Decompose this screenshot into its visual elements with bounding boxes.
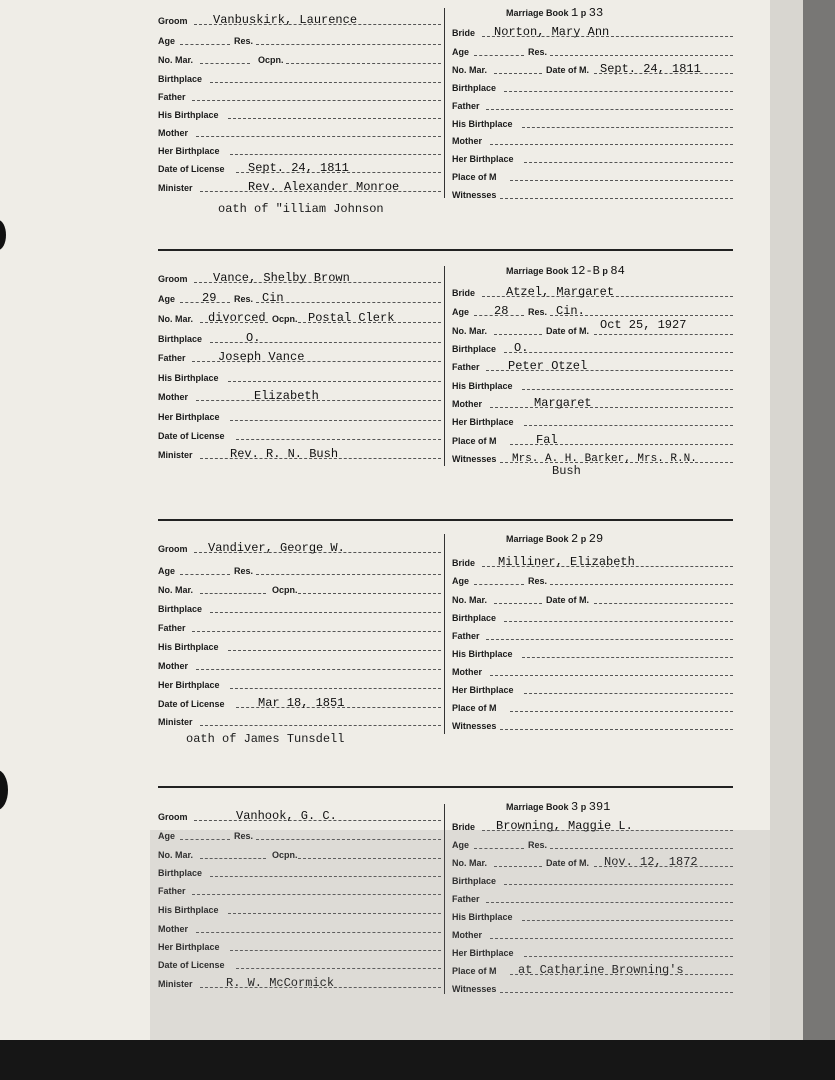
bride-name: Milliner, Elizabeth bbox=[498, 555, 635, 569]
birthplace-row bbox=[158, 328, 441, 346]
his-birthplace-label: His Birthplace bbox=[452, 119, 513, 129]
birthplace-value: O. bbox=[246, 331, 261, 345]
her-birthplace-label: Her Birthplace bbox=[452, 154, 514, 164]
age-row bbox=[158, 288, 441, 306]
date-of-license-value: Sept. 24, 1811 bbox=[248, 161, 349, 175]
his-birthplace-label: His Birthplace bbox=[158, 642, 219, 652]
mother-row bbox=[158, 655, 441, 673]
column-divider bbox=[444, 266, 445, 466]
witnesses-value: Mrs. A. H. Barker, Mrs. R.N. bbox=[512, 453, 697, 465]
mother-row bbox=[158, 386, 441, 404]
marriage-book-label: Marriage Book bbox=[506, 266, 569, 276]
bride-label: Bride bbox=[452, 28, 476, 38]
res-value: Cin bbox=[262, 291, 284, 305]
column-divider bbox=[444, 534, 445, 734]
date-of-license-value: Mar 18, 1851 bbox=[258, 696, 345, 710]
date-of-license-label: Date of License bbox=[158, 960, 225, 970]
witnesses-continuation: Bush bbox=[552, 464, 581, 478]
witnesses-label: Witnesses bbox=[452, 721, 497, 731]
bride-father-row bbox=[452, 625, 733, 643]
minister-value: Rev. Alexander Monroe bbox=[248, 180, 400, 194]
marriage-book-page: 391 bbox=[588, 800, 611, 814]
her-birthplace-label: Her Birthplace bbox=[158, 412, 220, 422]
bride-birthplace-value: O. bbox=[514, 341, 529, 355]
ocpn-label: Ocpn. bbox=[272, 585, 298, 595]
her-birthplace-row bbox=[158, 406, 441, 424]
minister-label: Minister bbox=[158, 979, 193, 989]
father-row bbox=[158, 347, 441, 365]
bride-father-value: Peter Otzel bbox=[508, 359, 588, 373]
witnesses-label: Witnesses bbox=[452, 190, 497, 200]
marriage-book-number: 1 bbox=[571, 6, 579, 20]
her-birthplace-label: Her Birthplace bbox=[452, 948, 514, 958]
her-birthplace-label: Her Birthplace bbox=[158, 942, 220, 952]
page-label: p bbox=[580, 8, 587, 18]
place-of-m-label: Place of M bbox=[452, 966, 497, 976]
witnesses-row bbox=[452, 184, 733, 202]
age-row bbox=[158, 560, 441, 578]
his-birthplace-row bbox=[158, 104, 441, 122]
birthplace-row bbox=[158, 68, 441, 86]
card-note: oath of "illiam Johnson bbox=[218, 202, 384, 216]
groom-name: Vance, Shelby Brown bbox=[213, 271, 350, 285]
no-mar-row bbox=[158, 579, 441, 597]
mother-label: Mother bbox=[158, 128, 188, 138]
res-label: Res. bbox=[528, 576, 548, 586]
minister-value: R. W. McCormick bbox=[226, 976, 335, 990]
bride-her-birthplace-row bbox=[452, 148, 733, 166]
bride-age-value: 28 bbox=[494, 304, 509, 318]
bride-age-row bbox=[452, 301, 733, 319]
place-of-m-label: Place of M bbox=[452, 436, 497, 446]
age-label: Age bbox=[452, 576, 470, 586]
bride-birthplace-row bbox=[452, 338, 733, 356]
mother-value: Elizabeth bbox=[254, 389, 319, 403]
her-birthplace-label: Her Birthplace bbox=[452, 685, 514, 695]
bride-no-mar-row bbox=[452, 589, 733, 607]
age-label: Age bbox=[158, 36, 176, 46]
mother-label: Mother bbox=[452, 930, 482, 940]
place-of-m-row bbox=[452, 697, 733, 715]
page-label: p bbox=[602, 266, 608, 276]
marriage-book-ref bbox=[506, 264, 625, 278]
her-birthplace-label: Her Birthplace bbox=[158, 680, 220, 690]
age-label: Age bbox=[158, 294, 176, 304]
ocpn-label: Ocpn. bbox=[272, 850, 298, 860]
mother-label: Mother bbox=[452, 136, 482, 146]
groom-name: Vandiver, George W. bbox=[208, 541, 345, 555]
marriage-book-label: Marriage Book bbox=[506, 802, 569, 812]
mother-row bbox=[158, 122, 441, 140]
date-of-license-row bbox=[158, 425, 441, 443]
marriage-book-number: 3 bbox=[571, 800, 579, 814]
date-of-marriage-value: Sept. 24, 1811 bbox=[600, 62, 701, 76]
mother-label: Mother bbox=[158, 392, 188, 402]
groom-label: Groom bbox=[158, 812, 188, 822]
father-label: Father bbox=[452, 631, 480, 641]
her-birthplace-label: Her Birthplace bbox=[452, 417, 514, 427]
father-value: Joseph Vance bbox=[218, 350, 305, 364]
res-label: Res. bbox=[528, 47, 548, 57]
no-mar-label: No. Mar. bbox=[158, 850, 194, 860]
marriage-book-number: 2 bbox=[571, 532, 579, 546]
res-label: Res. bbox=[528, 840, 548, 850]
scan-edge-shadow bbox=[803, 0, 835, 1040]
groom-name: Vanhook, G. C. bbox=[236, 809, 337, 823]
card-separator bbox=[158, 519, 733, 521]
groom-name: Vanbuskirk, Laurence bbox=[213, 13, 358, 27]
bride-label: Bride bbox=[452, 288, 476, 298]
witnesses-row bbox=[452, 715, 733, 733]
bride-birthplace-row bbox=[452, 77, 733, 95]
scan-bottom-border bbox=[0, 1040, 835, 1080]
no-mar-row bbox=[158, 49, 441, 67]
bride-mother-row bbox=[452, 661, 733, 679]
groom-label: Groom bbox=[158, 274, 188, 284]
his-birthplace-label: His Birthplace bbox=[158, 110, 219, 120]
date-of-m-label: Date of M. bbox=[546, 595, 590, 605]
no-mar-label: No. Mar. bbox=[158, 55, 194, 65]
witnesses-label: Witnesses bbox=[452, 984, 497, 994]
marriage-book-ref bbox=[506, 532, 603, 546]
no-mar-label: No. Mar. bbox=[452, 65, 488, 75]
no-mar-label: No. Mar. bbox=[452, 595, 488, 605]
birthplace-label: Birthplace bbox=[452, 83, 497, 93]
marriage-book-page: 29 bbox=[588, 532, 604, 546]
bride-her-birthplace-row bbox=[452, 411, 733, 429]
column-divider bbox=[444, 8, 445, 198]
bride-father-row bbox=[452, 95, 733, 113]
page-label: p bbox=[580, 534, 587, 544]
no-mar-row bbox=[158, 308, 441, 326]
his-birthplace-row bbox=[158, 367, 441, 385]
father-label: Father bbox=[158, 886, 186, 896]
groom-row bbox=[158, 806, 441, 824]
res-label: Res. bbox=[528, 307, 548, 317]
res-label: Res. bbox=[234, 566, 254, 576]
mother-label: Mother bbox=[452, 399, 482, 409]
bride-no-mar-row bbox=[452, 320, 733, 338]
his-birthplace-label: His Birthplace bbox=[158, 905, 219, 915]
birthplace-row bbox=[158, 598, 441, 616]
bride-his-birthplace-row bbox=[452, 113, 733, 131]
punch-hole bbox=[0, 220, 6, 250]
mother-label: Mother bbox=[158, 924, 188, 934]
no-mar-label: No. Mar. bbox=[452, 326, 488, 336]
witnesses-row bbox=[452, 448, 733, 466]
birthplace-label: Birthplace bbox=[452, 344, 497, 354]
marriage-record-card bbox=[158, 528, 733, 778]
no-mar-label: No. Mar. bbox=[452, 858, 488, 868]
age-row bbox=[158, 30, 441, 48]
scan-noise bbox=[150, 830, 770, 1040]
birthplace-label: Birthplace bbox=[158, 868, 203, 878]
ocpn-value: Postal Clerk bbox=[308, 311, 395, 325]
father-row bbox=[158, 86, 441, 104]
card-separator bbox=[158, 786, 733, 788]
marriage-record-card bbox=[158, 258, 733, 513]
her-birthplace-label: Her Birthplace bbox=[158, 146, 220, 156]
res-label: Res. bbox=[234, 36, 254, 46]
marriage-book-page: 84 bbox=[610, 264, 625, 278]
date-of-m-label: Date of M. bbox=[546, 326, 590, 336]
place-of-m-label: Place of M bbox=[452, 172, 497, 182]
bride-birthplace-row bbox=[452, 607, 733, 625]
marriage-book-ref bbox=[506, 800, 610, 814]
bride-her-birthplace-row bbox=[452, 679, 733, 697]
groom-row bbox=[158, 538, 441, 556]
minister-value: Rev. R. N. Bush bbox=[230, 447, 339, 461]
marriage-record-card bbox=[158, 4, 733, 244]
marriage-book-page: 33 bbox=[588, 6, 604, 20]
place-of-m-row bbox=[452, 166, 733, 184]
marriage-book-label: Marriage Book bbox=[506, 534, 569, 544]
marriage-book-number: 12-B bbox=[571, 264, 600, 278]
date-of-marriage-value: Oct 25, 1927 bbox=[600, 318, 687, 332]
father-label: Father bbox=[452, 894, 480, 904]
bride-name: Norton, Mary Ann bbox=[494, 25, 610, 39]
no-mar-label: No. Mar. bbox=[158, 314, 194, 324]
date-of-license-label: Date of License bbox=[158, 431, 225, 441]
his-birthplace-row bbox=[158, 636, 441, 654]
witnesses-label: Witnesses bbox=[452, 454, 497, 464]
mother-label: Mother bbox=[158, 661, 188, 671]
no-mar-label: No. Mar. bbox=[158, 585, 194, 595]
bride-father-row bbox=[452, 356, 733, 374]
bride-mother-row bbox=[452, 130, 733, 148]
bride-label: Bride bbox=[452, 558, 476, 568]
res-label: Res. bbox=[234, 294, 254, 304]
father-label: Father bbox=[452, 362, 480, 372]
bride-label: Bride bbox=[452, 822, 476, 832]
date-of-license-label: Date of License bbox=[158, 164, 225, 174]
birthplace-label: Birthplace bbox=[158, 74, 203, 84]
minister-label: Minister bbox=[158, 183, 193, 193]
card-note: oath of James Tunsdell bbox=[186, 732, 345, 746]
bride-no-mar-row bbox=[452, 59, 733, 77]
card-separator bbox=[158, 249, 733, 251]
her-birthplace-row bbox=[158, 140, 441, 158]
bride-his-birthplace-row bbox=[452, 643, 733, 661]
minister-row bbox=[158, 177, 441, 195]
date-of-m-label: Date of M. bbox=[546, 65, 590, 75]
res-label: Res. bbox=[234, 831, 254, 841]
his-birthplace-label: His Birthplace bbox=[452, 912, 513, 922]
his-birthplace-label: His Birthplace bbox=[452, 649, 513, 659]
father-label: Father bbox=[158, 92, 186, 102]
place-of-m-value: Fal bbox=[536, 433, 558, 447]
groom-label: Groom bbox=[158, 16, 188, 26]
bride-row bbox=[452, 552, 733, 570]
her-birthplace-row bbox=[158, 674, 441, 692]
place-of-m-value: at Catharine Browning's bbox=[518, 963, 684, 977]
minister-row bbox=[158, 444, 441, 462]
marriage-book-ref bbox=[506, 6, 603, 20]
bride-name: Browning, Maggie L. bbox=[496, 819, 633, 833]
place-of-m-row bbox=[452, 430, 733, 448]
ocpn-label: Ocpn. bbox=[258, 55, 284, 65]
groom-row bbox=[158, 268, 441, 286]
birthplace-label: Birthplace bbox=[158, 334, 203, 344]
mother-label: Mother bbox=[452, 667, 482, 677]
place-of-m-label: Place of M bbox=[452, 703, 497, 713]
birthplace-label: Birthplace bbox=[452, 613, 497, 623]
his-birthplace-label: His Birthplace bbox=[158, 373, 219, 383]
bride-res-value: Cin. bbox=[556, 304, 585, 318]
bride-age-row bbox=[452, 570, 733, 588]
page-label: p bbox=[580, 802, 587, 812]
father-row bbox=[158, 617, 441, 635]
age-label: Age bbox=[452, 307, 470, 317]
bride-age-row bbox=[452, 41, 733, 59]
groom-row bbox=[158, 10, 441, 28]
birthplace-label: Birthplace bbox=[158, 604, 203, 614]
date-of-license-row bbox=[158, 158, 441, 176]
date-of-marriage-value: Nov. 12, 1872 bbox=[604, 855, 698, 869]
age-label: Age bbox=[158, 566, 176, 576]
father-label: Father bbox=[158, 623, 186, 633]
groom-label: Groom bbox=[158, 544, 188, 554]
bride-row bbox=[452, 22, 733, 40]
father-label: Father bbox=[452, 101, 480, 111]
father-label: Father bbox=[158, 353, 186, 363]
date-of-license-label: Date of License bbox=[158, 699, 225, 709]
birthplace-label: Birthplace bbox=[452, 876, 497, 886]
marriage-book-label: Marriage Book bbox=[506, 8, 569, 18]
bride-mother-row bbox=[452, 393, 733, 411]
age-label: Age bbox=[452, 47, 470, 57]
bride-name: Atzel, Margaret bbox=[506, 285, 615, 299]
age-label: Age bbox=[158, 831, 176, 841]
minister-label: Minister bbox=[158, 717, 193, 727]
his-birthplace-label: His Birthplace bbox=[452, 381, 513, 391]
date-of-license-row bbox=[158, 693, 441, 711]
minister-row bbox=[158, 711, 441, 729]
minister-label: Minister bbox=[158, 450, 193, 460]
bride-mother-value: Margaret bbox=[534, 396, 592, 410]
punch-hole bbox=[0, 770, 8, 810]
date-of-m-label: Date of M. bbox=[546, 858, 590, 868]
age-label: Age bbox=[452, 840, 470, 850]
ocpn-label: Ocpn. bbox=[272, 314, 298, 324]
bride-his-birthplace-row bbox=[452, 375, 733, 393]
bride-row bbox=[452, 282, 733, 300]
age-value: 29 bbox=[202, 291, 217, 305]
no-mar-value: divorced bbox=[208, 311, 266, 325]
